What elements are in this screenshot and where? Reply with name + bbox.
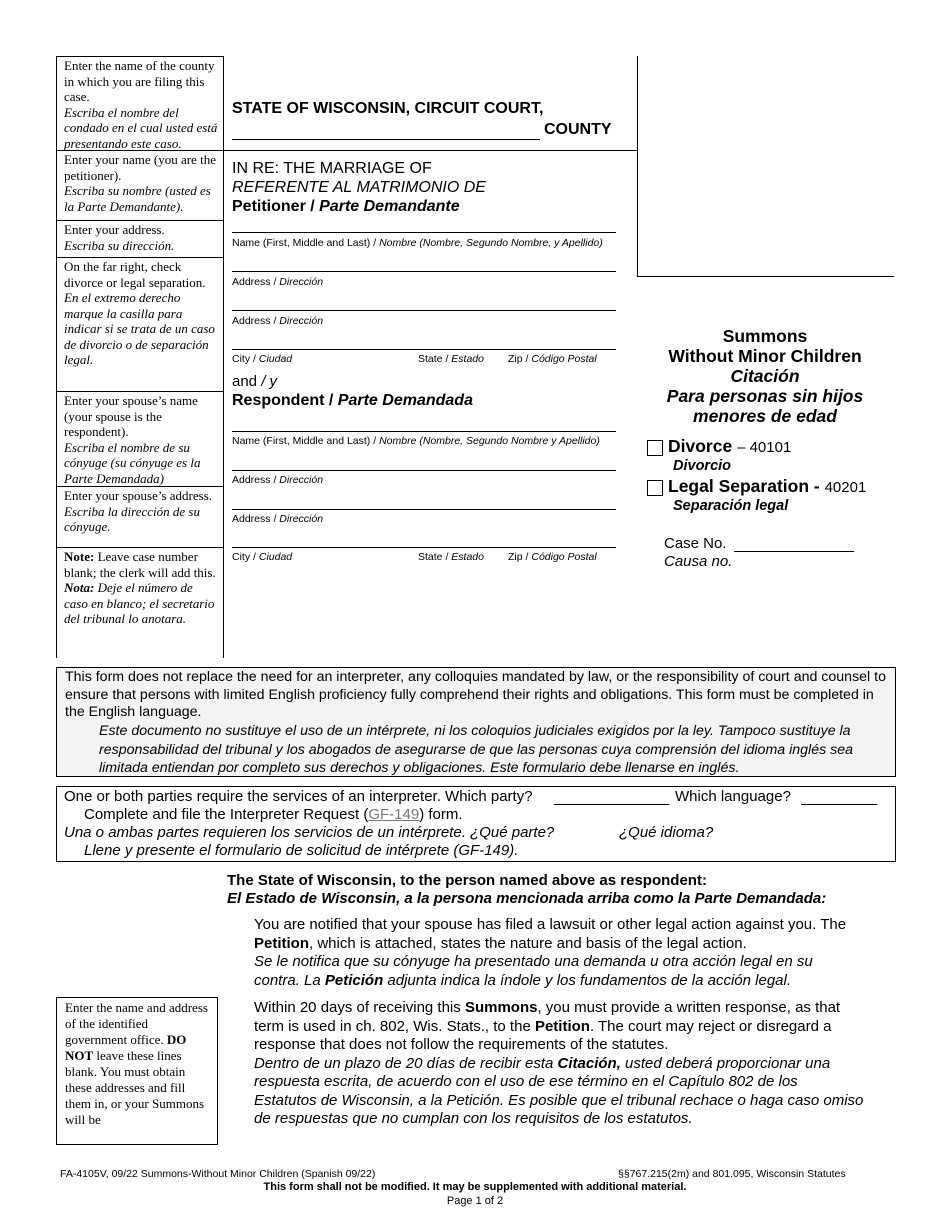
and-label: and / y xyxy=(232,373,278,390)
header-divider xyxy=(223,150,637,151)
respondent-city-label: City / Ciudad xyxy=(232,551,293,563)
respondent-state-label: State / Estado xyxy=(418,551,484,563)
respondent-address-label-2: Address / Dirección xyxy=(232,513,324,525)
court-title: STATE OF WISCONSIN, CIRCUIT COURT, xyxy=(232,100,544,117)
body-heading: The State of Wisconsin, to the person named above as respondent: El Estado de Wisconsin, a la persona mencionada arriba como la Parte Demandada: xyxy=(227,872,827,907)
petitioner-zip-label: Zip / Código Postal xyxy=(508,353,597,365)
notice-paragraph: You are notified that your spouse has filed a lawsuit or other legal action against you. The Petition, which is attached, states the nature and basis of the legal action. Se le notifica que su cónyuge ha presentado una demanda u otra acción legal en su contra. La Petición adjunta indica la índole y los fundamentos de la acción legal. xyxy=(254,916,847,989)
petitioner-city-line[interactable] xyxy=(232,349,616,350)
respondent-zip-label: Zip / Código Postal xyxy=(508,551,597,563)
county-blank[interactable] xyxy=(232,139,540,140)
petitioner-state-label: State / Estado xyxy=(418,353,484,365)
instruction-government-office: Enter the name and address of the identified government office. DO NOT leave these lines blank. You must obtain these addresses and fill them in, or your Summons will be xyxy=(56,997,218,1145)
instruction-spouse-name: Enter your spouse’s name (your spouse is the respondent). Escriba el nombre de su cónyuge (su cónyuge es la Parte Demandada) xyxy=(56,392,223,487)
instruction-note: Note: Leave case number blank; the clerk will add this. Nota: Deje el número de caso en blanco; el secretario del tribunal lo anotara. xyxy=(64,549,216,626)
petitioner-address-label-2: Address / Dirección xyxy=(232,315,324,327)
petitioner-name-line[interactable] xyxy=(232,232,616,233)
which-language-question: Which language? xyxy=(675,788,791,805)
instruction-check: On the far right, check divorce or legal separation. En el extremo derecho marque la casilla para indicar si se trata de un caso de divorcio o de separación legal. xyxy=(56,258,223,392)
which-party-blank[interactable] xyxy=(554,804,669,805)
case-number-label: Case No. xyxy=(664,535,727,552)
instruction-address: Enter your address. Escriba su dirección. xyxy=(56,221,223,258)
footer-form-id: FA-4105V, 09/22 Summons-Without Minor Children (Spanish 09/22) xyxy=(60,1168,376,1180)
petitioner-label: Petitioner / Parte Demandante xyxy=(232,198,460,215)
complete-file-text: Complete and file the Interpreter Request (GF-149) form. xyxy=(84,806,463,823)
which-party-es: Una o ambas partes requieren los servicios de un intérprete. ¿Qué parte? xyxy=(64,824,555,841)
legal-separation-es: Separación legal xyxy=(673,498,789,514)
marriage-en: IN RE: THE MARRIAGE OF xyxy=(232,160,432,177)
instruction-column-right-border xyxy=(223,56,224,658)
respondent-city-line[interactable] xyxy=(232,547,616,548)
case-number-blank[interactable] xyxy=(734,551,854,552)
respondent-name-label: Name (First, Middle and Last) / Nombre (Nombre, Segundo Nombre y Apellido) xyxy=(232,435,600,447)
divorce-label: Divorce – 40101 xyxy=(668,436,792,456)
footer-statutes: §§767.215(2m) and 801.095, Wisconsin Statutes xyxy=(618,1168,846,1180)
petitioner-address-label-1: Address / Dirección xyxy=(232,276,324,288)
parties-interpreter-box xyxy=(56,786,896,862)
divorce-es: Divorcio xyxy=(673,458,732,474)
respondent-address-line-1[interactable] xyxy=(232,470,616,471)
response-paragraph: Within 20 days of receiving this Summons, you must provide a written response, as that term is used in ch. 802, Wis. Stats., to the Petition. The court may reject or disregard a response that does not follow the requirements of the statutes. Dentro de un plazo de 20 días de recibir esta Citación, usted deberá proporcionar una respuesta escrita, de acuerdo con el uso de ese término en el Capítulo 802 de los Estatutos de Wisconsin, a la Petición. Es posible que el tribunal rechace o haga caso omiso de respuestas que no cumplan con los requisitos de los estatutos. xyxy=(254,999,864,1127)
respondent-address-label-1: Address / Dirección xyxy=(232,474,324,486)
footer-page-number: Page 1 of 2 xyxy=(446,1195,504,1207)
interpreter-notice-es: Este documento no sustituye el uso de un intérprete, ni los coloquios judiciales exigidos por la ley. Tampoco sustituye la responsabilidad del tribunal y los abogados de asegurarse de que las personas cuya comprensión del idioma inglés sea limitada entiendan por completo sus derechos y obligaciones. Este formulario debe llenarse en inglés. xyxy=(99,723,853,776)
which-party-question: One or both parties require the services of an interpreter. Which party? xyxy=(64,788,533,805)
which-language-es: ¿Qué idioma? xyxy=(619,824,714,841)
divorce-checkbox[interactable] xyxy=(647,440,663,456)
marriage-es: REFERENTE AL MATRIMONIO DE xyxy=(232,179,486,196)
case-number-es: Causa no. xyxy=(664,553,733,570)
county-label: COUNTY xyxy=(544,121,612,138)
instruction-name: Enter your name (you are the petitioner). Escriba su nombre (usted es la Parte Demandante). xyxy=(56,151,223,221)
respondent-address-line-2[interactable] xyxy=(232,509,616,510)
petitioner-city-label: City / Ciudad xyxy=(232,353,293,365)
petitioner-address-line-2[interactable] xyxy=(232,310,616,311)
interpreter-notice-box xyxy=(56,667,896,777)
legal-separation-checkbox[interactable] xyxy=(647,480,663,496)
respondent-name-line[interactable] xyxy=(232,431,616,432)
instruction-spouse-address: Enter your spouse’s address. Escriba la dirección de su cónyuge. xyxy=(56,487,223,548)
petitioner-name-label: Name (First, Middle and Last) / Nombre (Nombre, Segundo Nombre, y Apellido) xyxy=(232,237,603,249)
caption-corner-line xyxy=(637,276,894,277)
caption-right-border xyxy=(637,56,638,276)
petitioner-address-line-1[interactable] xyxy=(232,271,616,272)
gf-149-link[interactable]: GF-149 xyxy=(368,806,420,823)
legal-separation-label: Legal Separation - 40201 xyxy=(668,476,867,496)
instruction-county: Enter the name of the county in which you are filing this case. Escriba el nombre del condado en el cual usted está presentando este caso. xyxy=(56,57,223,151)
interpreter-notice-en: This form does not replace the need for an interpreter, any colloquies mandated by law, or the responsibility of court and counsel to ensure that persons with limited English proficiency fully comprehend their rights and obligations. This form must be completed in the English language. xyxy=(65,669,886,720)
which-language-blank[interactable] xyxy=(801,804,877,805)
summons-title: Summons Without Minor Children Citación Para personas sin hijos menores de edad xyxy=(666,326,864,426)
respondent-label: Respondent / Parte Demandada xyxy=(232,392,473,409)
complete-file-es: Llene y presente el formulario de solicitud de intérprete (GF-149). xyxy=(84,842,519,859)
footer-notice: This form shall not be modified. It may be supplemented with additional material. xyxy=(263,1181,687,1193)
